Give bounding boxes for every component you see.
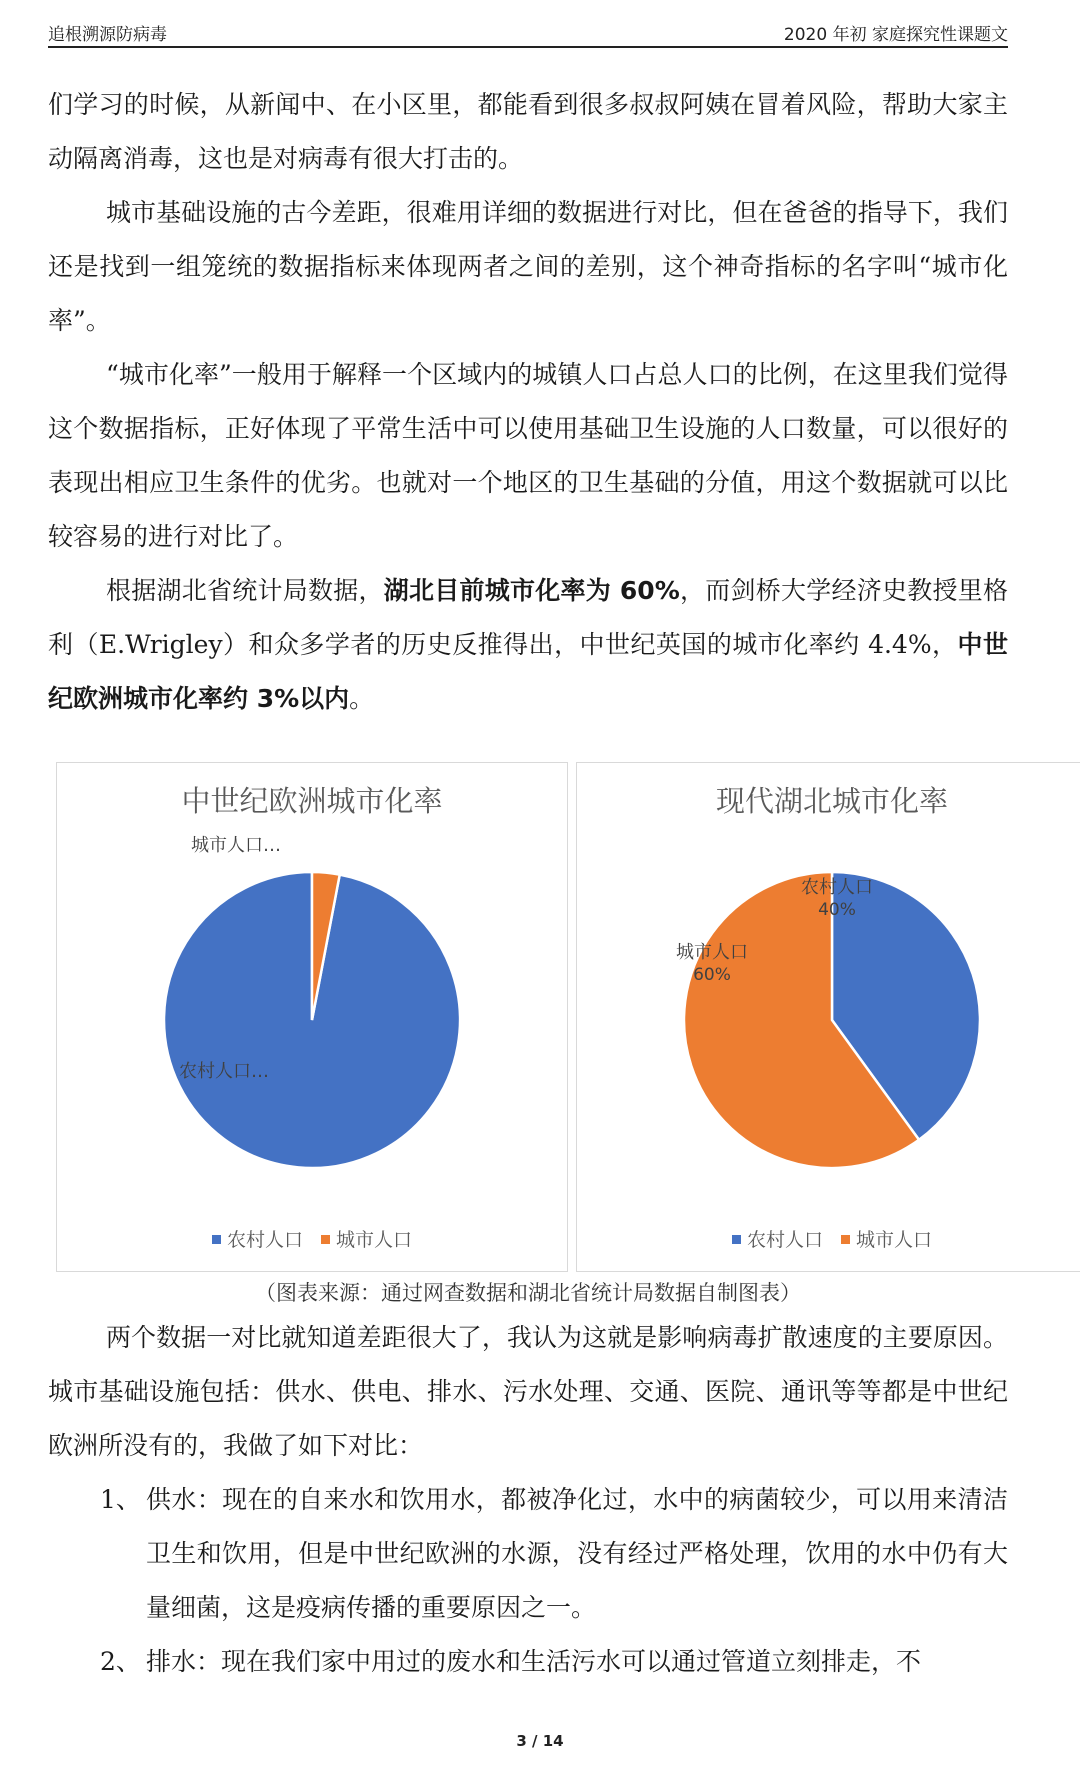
list-number: 1、	[100, 1485, 141, 1514]
legend-swatch-rural	[732, 1235, 741, 1244]
header-title: 追根溯源防病毒	[48, 25, 167, 45]
paragraph-4	[48, 564, 1008, 726]
page-header	[48, 18, 1008, 48]
pie-data-label: 城市人口	[676, 942, 748, 963]
legend-item-urban	[321, 1229, 412, 1251]
list-text: 排水：现在我们家中用过的废水和生活污水可以通过管道立刻排走，不	[146, 1647, 922, 1676]
legend-label: 农村人口	[226, 1229, 303, 1251]
chart-modern-hubei	[576, 762, 1080, 1272]
pie-chart-svg	[577, 763, 1080, 1271]
p4-text-a: 根据湖北省统计局数据，	[106, 576, 384, 605]
chart-title: 中世纪欧洲城市化率	[181, 784, 443, 818]
list-item-2	[100, 1635, 1008, 1689]
legend-label: 城市人口	[856, 1229, 933, 1251]
p4-bold-hubei: 湖北目前城市化率为 60%	[383, 576, 680, 605]
paragraph-1: 们学习的时候，从新闻中、在小区里，都能看到很多叔叔阿姨在冒着风险，帮助大家主动隔离消毒，这也是对病毒有很大打击的。	[48, 90, 1008, 173]
legend-item-rural	[732, 1229, 823, 1251]
header-subtitle: 2020 年初 家庭探究性课题文	[783, 25, 1008, 45]
chart-medieval-europe	[56, 762, 568, 1272]
legend-item-urban	[841, 1229, 932, 1251]
page-number: 3 / 14	[516, 1732, 564, 1750]
p4-text-e: 。	[349, 684, 375, 713]
list-item-1	[100, 1473, 1008, 1635]
paragraph-3: “城市化率”一般用于解释一个区域内的城镇人口占总人口的比例，在这里我们觉得这个数据指标，正好体现了平常生活中可以使用基础卫生设施的人口数量，可以很好的表现出相应卫生条件的优劣。也就对一个地区的卫生基础的分值，用这个数据就可以比较容易的进行对比了。	[48, 360, 1008, 551]
pie-data-percent: 60%	[693, 965, 731, 985]
paragraph-2: 城市基础设施的古今差距，很难用详细的数据进行对比，但在爸爸的指导下，我们还是找到一组笼统的数据指标来体现两者之间的差别，这个神奇指标的名字叫“城市化率”。	[48, 198, 1008, 335]
legend-swatch-urban	[841, 1235, 850, 1244]
chart-title: 现代湖北城市化率	[715, 784, 948, 818]
pie-data-percent: 40%	[818, 900, 856, 920]
pie-data-label: 城市人口…	[191, 835, 281, 856]
p4-bold-europe: 中世纪欧洲城市化率约 3%以内	[48, 630, 1008, 713]
pie-chart-svg	[57, 763, 567, 1271]
paragraph-5: 两个数据一对比就知道差距很大了，我认为这就是影响病毒扩散速度的主要原因。城市基础设施包括：供水、供电、排水、污水处理、交通、医院、通讯等等都是中世纪欧洲所没有的，我做了如下对比：	[48, 1323, 1008, 1460]
list-text: 供水：现在的自来水和饮用水，都被净化过，水中的病菌较少，可以用来清洁卫生和饮用，但是中世纪欧洲的水源，没有经过严格处理，饮用的水中仍有大量细菌，这是疫病传播的重要原因之一。	[146, 1485, 1008, 1622]
legend-swatch-urban	[321, 1235, 330, 1244]
list-number: 2、	[100, 1647, 141, 1676]
chart-legend	[57, 1225, 567, 1252]
figure-caption: （图表来源：通过网查数据和湖北省统计局数据自制图表）	[255, 1281, 801, 1305]
legend-item-rural	[212, 1229, 303, 1251]
pie-data-label: 农村人口…	[179, 1061, 269, 1082]
legend-label: 农村人口	[746, 1229, 823, 1251]
chart-legend	[577, 1225, 1080, 1252]
pie-data-label: 农村人口	[801, 877, 873, 898]
legend-label: 城市人口	[336, 1229, 413, 1251]
p4-text-c: ，而剑桥大学经济史教授里格利（E.Wrigley）和众多学者的历史反推得出，中世纪英国的城市化率约 4.4%，	[48, 576, 1008, 659]
legend-swatch-rural	[212, 1235, 221, 1244]
